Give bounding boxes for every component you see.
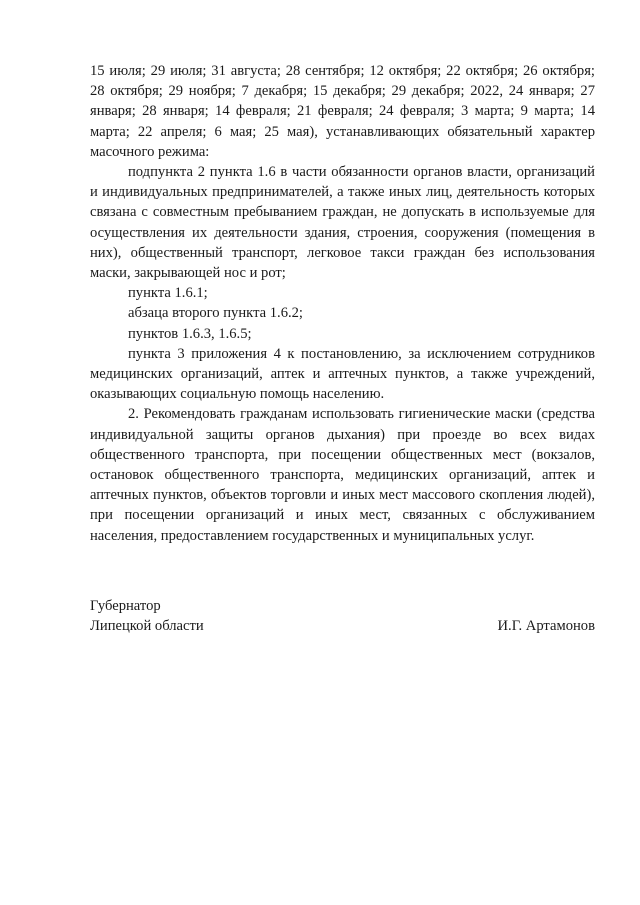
- signatory-title-line2: Липецкой области: [90, 618, 204, 635]
- paragraph-points-1-6-3-1-6-5: пунктов 1.6.3, 1.6.5;: [128, 325, 252, 342]
- document-body: [90, 61, 595, 546]
- paragraph-dates-list: 15 июля; 29 июля; 31 августа; 28 сентября; 12 октября; 22 октября; 26 октября; 28 октября; 29 ноября; 7 декабря; 15 декабря; 29 декабря; 2022, 24 января; 27 января; 28 января; 14 февраля; 21 февраля; 24 февраля; 3 марта; 9 марта; 14 марта; 22 апреля; 6 мая; 25 мая), устанавливающих обязательный характер масочного режима:: [90, 63, 595, 160]
- paragraph-point-1-6-1: пункта 1.6.1;: [128, 285, 208, 302]
- paragraph-subpoint-2: подпункта 2 пункта 1.6 в части обязанности органов власти, организаций и индивидуальных предпринимателей, а также иных лиц, деятельность которых связана с совместным пребыванием граждан, не допускать в используемые для осуществления их деятельности здания, строения, сооружения (помещения в них), общественный транспорт, легковое такси граждан без использования маски, закрывающей нос и рот;: [90, 164, 595, 282]
- paragraph-recommendation: 2. Рекомендовать гражданам использовать гигиенические маски (средства индивидуальной защиты органов дыхания) при проезде во всех видах общественного транспорта, при посещении общественных мест (вокзалов, остановок общественного транспорта, медицинских организаций, аптек и аптечных пунктов, объектов торговли и иных мест массового скопления людей), при посещении организаций и иных мест, связанных с обслуживанием населения, предоставлением государственных и муниципальных услуг.: [90, 406, 595, 544]
- signature-row: [90, 616, 595, 636]
- signatory-name: И.Г. Артамонов: [497, 618, 595, 635]
- paragraph-point-1-6-2: абзаца второго пункта 1.6.2;: [128, 305, 303, 322]
- signature-block: [90, 596, 595, 636]
- paragraph-appendix-4: пункта 3 приложения 4 к постановлению, за исключением сотрудников медицинских организаций, аптек и аптечных пунктов, а также учреждений, оказывающих социальную помощь населению.: [90, 345, 595, 403]
- signatory-title-line1: Губернатор: [90, 598, 161, 614]
